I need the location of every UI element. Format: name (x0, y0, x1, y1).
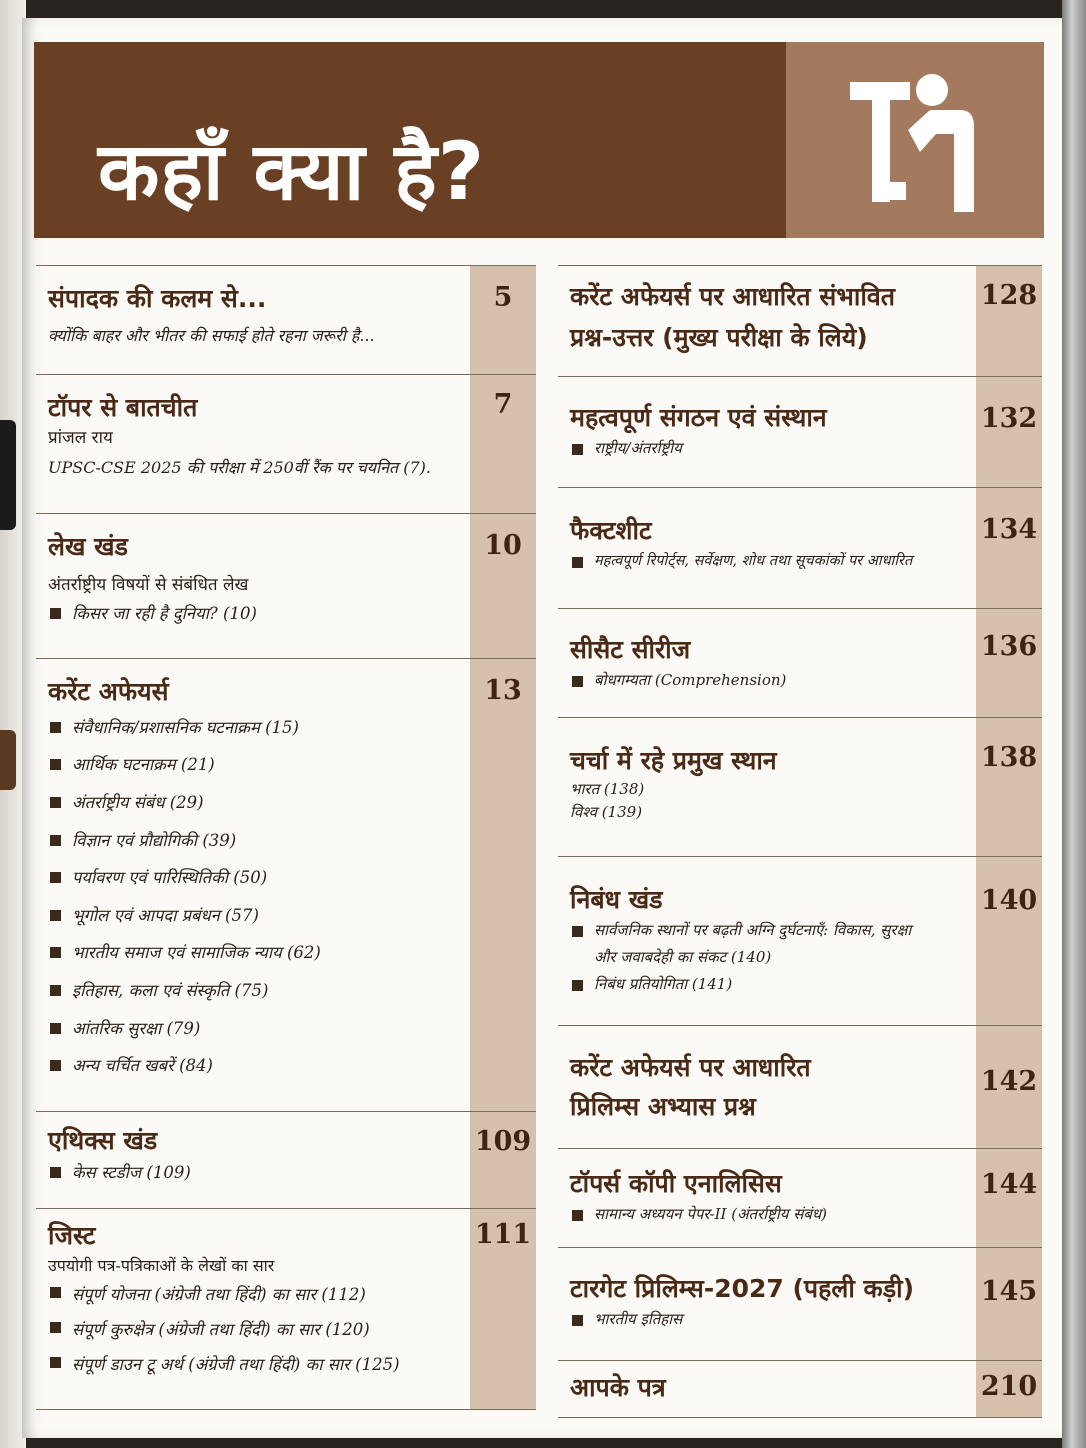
entry-title: एथिक्स खंड (48, 1126, 158, 1155)
entry-bullet: आंतरिक सुरक्षा (79) (48, 1010, 458, 1048)
entry-title: संपादक की कलम से... (48, 284, 267, 313)
toc-entry[interactable] (36, 1208, 536, 1410)
entry-bullet: संवैधानिक/प्रशासनिक घटनाक्रम (15) (48, 709, 458, 747)
page-number: 10 (484, 530, 522, 561)
entry-bullet: संपूर्ण योजना (अंग्रेजी तथा हिंदी) का सार (112) (48, 1278, 458, 1313)
page-number: 145 (980, 1276, 1038, 1307)
toc-entry[interactable] (558, 1360, 1042, 1418)
page-number: 7 (493, 389, 513, 420)
entry-title: टारगेट प्रिलिम्स-2027 (पहली कड़ी) (570, 1274, 914, 1303)
entry-bullet: संपूर्ण डाउन टू अर्थ (अंग्रेजी तथा हिंदी) का सार (125) (48, 1348, 458, 1383)
toc-entry[interactable] (36, 265, 536, 374)
toc-entry[interactable] (558, 1247, 1042, 1360)
book-page-edges (1062, 0, 1086, 1448)
page-number: 210 (980, 1371, 1038, 1402)
entry-bullet: विज्ञान एवं प्रौद्योगिकी (39) (48, 822, 458, 860)
page-number-cell (976, 609, 1042, 717)
entry-bullet: सामान्य अध्ययन पेपर-II (अंतर्राष्ट्रीय संबंध) (570, 1201, 964, 1228)
page-number: 5 (493, 282, 513, 313)
page-number: 134 (980, 514, 1038, 545)
page-number: 132 (980, 403, 1038, 434)
page-number: 142 (980, 1066, 1038, 1097)
entry-bullet: भारतीय इतिहास (570, 1306, 972, 1333)
toc-entry[interactable] (36, 1111, 536, 1208)
entry-title: आपके पत्र (570, 1373, 666, 1402)
entry-subtitle: प्रांजल राय (48, 427, 113, 448)
entry-bullet: राष्ट्रीय/अंतर्राष्ट्रीय (570, 435, 964, 462)
page-edge-tab (0, 730, 16, 790)
page-number: 109 (474, 1126, 532, 1157)
toc-entry[interactable] (558, 608, 1042, 717)
entry-bullet: किसर जा रही है दुनिया? (10) (48, 599, 458, 629)
header-banner (34, 42, 1044, 238)
entry-title: लेख खंड (48, 532, 128, 561)
page-number: 13 (484, 675, 522, 706)
page-title: कहाँ क्या है? (98, 125, 486, 218)
contents-left-column (36, 265, 536, 1410)
entry-description: विश्व (139) (570, 803, 643, 821)
entry-title: टॉपर्स कॉपी एनालिसिस (570, 1169, 782, 1198)
page-number: 111 (474, 1219, 532, 1250)
entry-title: निबंध खंड (570, 885, 663, 914)
page-number-cell (470, 659, 536, 1111)
page-number: 128 (980, 280, 1038, 311)
entry-title: जिस्ट (48, 1221, 96, 1250)
contents-right-column (558, 265, 1042, 1418)
entry-title: करेंट अफेयर्स पर आधारित संभावित (570, 282, 895, 311)
entry-bullet: आर्थिक घटनाक्रम (21) (48, 746, 458, 784)
entry-bullet: बोधगम्यता (Comprehension) (570, 667, 964, 694)
entry-bullet: केस स्टडीज (109) (48, 1158, 458, 1188)
toc-entry[interactable] (558, 265, 1042, 376)
toc-entry[interactable] (36, 513, 536, 658)
entry-description: क्योंकि बाहर और भीतर की सफाई होते रहना जरूरी है... (48, 325, 375, 345)
entry-title: टॉपर से बातचीत (48, 393, 198, 422)
page-number: 138 (980, 742, 1038, 773)
entry-title: करेंट अफेयर्स (48, 677, 169, 706)
entry-bullet: संपूर्ण कुरुक्षेत्र (अंग्रेजी तथा हिंदी) का सार (120) (48, 1313, 458, 1348)
entry-bullet: इतिहास, कला एवं संस्कृति (75) (48, 972, 458, 1010)
toc-entry[interactable] (36, 374, 536, 513)
entry-bullet: निबंध प्रतियोगिता (141) (570, 971, 972, 998)
toc-entry[interactable] (558, 856, 1042, 1025)
entry-bullet: भूगोल एवं आपदा प्रबंधन (57) (48, 897, 458, 935)
entry-title: करेंट अफेयर्स पर आधारित (570, 1053, 811, 1082)
entry-description: भारत (138) (570, 779, 645, 798)
entry-bullet: सार्वजनिक स्थानों पर बढ़ती अग्नि दुर्घटनाएँ: विकास, सुरक्षा (570, 917, 972, 944)
page-number: 144 (980, 1169, 1038, 1200)
entry-bullet: अंतर्राष्ट्रीय संबंध (29) (48, 784, 458, 822)
toc-entry[interactable] (558, 717, 1042, 856)
page-number: 140 (980, 885, 1038, 916)
toc-entry[interactable] (558, 376, 1042, 487)
entry-bullet: भारतीय समाज एवं सामाजिक न्याय (62) (48, 934, 458, 972)
entry-title: सीसैट सीरीज (570, 635, 691, 664)
toc-entry[interactable] (558, 1025, 1042, 1148)
entry-title: प्रिलिम्स अभ्यास प्रश्न (570, 1092, 756, 1121)
entry-bullet: पर्यावरण एवं पारिस्थितिकी (50) (48, 859, 458, 897)
info-desk-person-icon (850, 70, 980, 220)
entry-title: चर्चा में रहे प्रमुख स्थान (570, 746, 777, 775)
entry-bullet: अन्य चर्चित खबरें (84) (48, 1047, 458, 1085)
entry-title: फैक्टशीट (570, 516, 652, 545)
toc-entry[interactable] (558, 487, 1042, 608)
toc-entry[interactable] (558, 1148, 1042, 1247)
page-edge-tab (0, 420, 16, 530)
entry-title: महत्वपूर्ण संगठन एवं संस्थान (570, 403, 827, 432)
entry-bullet: महत्वपूर्ण रिपोर्ट्स, सर्वेक्षण, शोध तथा सूचकांकों पर आधारित (570, 548, 964, 574)
entry-description: UPSC-CSE 2025 की परीक्षा में 250वीं रैंक पर चयनित (7). (48, 457, 432, 477)
toc-entry[interactable] (36, 658, 536, 1111)
entry-subtitle: उपयोगी पत्र-पत्रिकाओं के लेखों का सार (48, 1255, 275, 1275)
page-number-cell (976, 857, 1042, 1025)
entry-subtitle: अंतर्राष्ट्रीय विषयों से संबंधित लेख (48, 574, 249, 595)
page-number: 136 (980, 631, 1038, 662)
page-number-cell (976, 488, 1042, 608)
entry-bullet-continuation: और जवाबदेही का संकट (140) (594, 947, 772, 966)
page-number-cell (976, 718, 1042, 856)
entry-title: प्रश्न-उत्तर (मुख्य परीक्षा के लिये) (570, 322, 868, 352)
contents-page (22, 18, 1062, 1438)
